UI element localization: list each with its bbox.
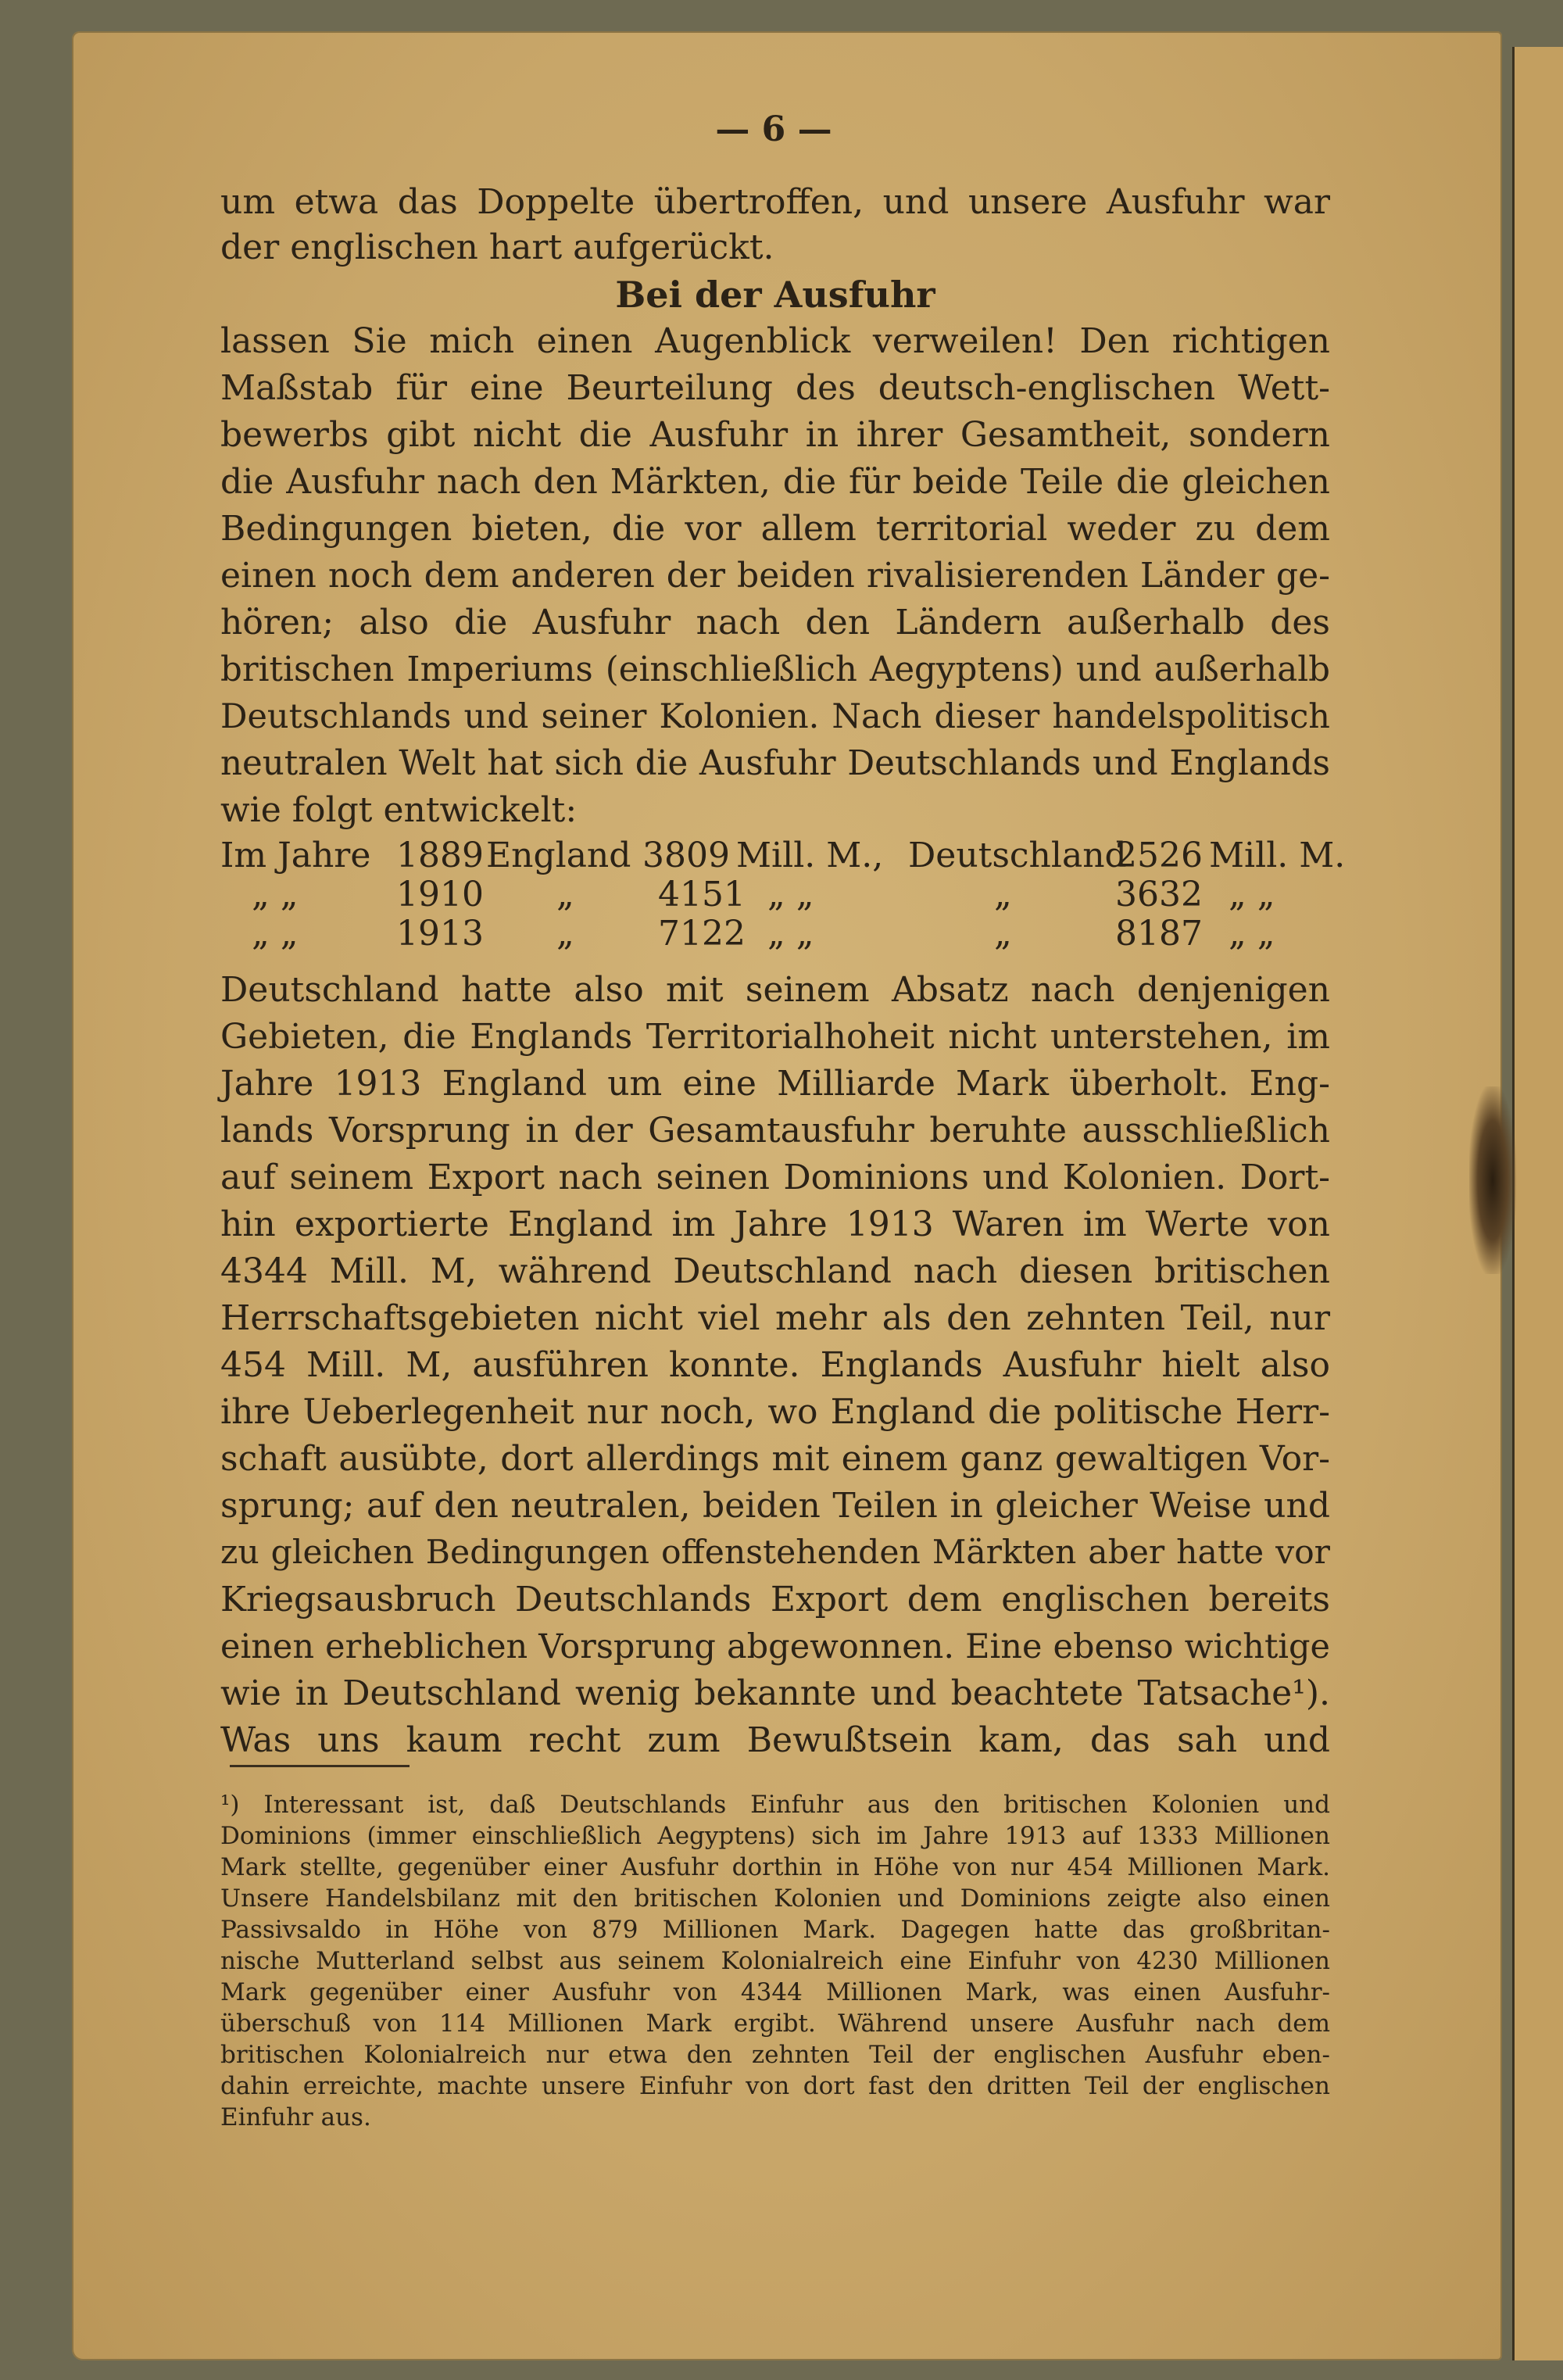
- footnote-line: britischen Kolonialreich nur etwa den zehnten Teil der englischen Ausfuhr eben-: [220, 2041, 1330, 2069]
- footnote-line: Passivsaldo in Höhe von 879 Millionen Mark. Dagegen hatte das großbritan-: [220, 1916, 1330, 1944]
- table-cell: „ „: [1229, 875, 1275, 914]
- table-cell: „ „: [252, 914, 299, 954]
- footnote-rule: [230, 1765, 410, 1767]
- text-line: hin exportierte England im Jahre 1913 Waren im Werte von: [220, 1204, 1330, 1244]
- text-line: 4344 Mill. M, während Deutschland nach diesen britischen: [220, 1251, 1330, 1291]
- text-line: die Ausfuhr nach den Märkten, die für beide Teile die gleichen: [220, 462, 1330, 502]
- footnote-line: Einfuhr aus.: [220, 2103, 371, 2131]
- text-line: hören; also die Ausfuhr nach den Ländern außerhalb des: [220, 603, 1330, 642]
- text-line: Herrschaftsgebieten nicht viel mehr als den zehnten Teil, nur: [220, 1298, 1330, 1338]
- table-cell: „: [994, 914, 1012, 954]
- table-cell: England: [486, 836, 631, 875]
- table-cell: „ „: [767, 875, 814, 914]
- text-line: bewerbs gibt nicht die Ausfuhr in ihrer Gesamtheit, sondern: [220, 415, 1330, 455]
- text-line: schaft ausübte, dort allerdings mit einem ganz gewaltigen Vor-: [220, 1439, 1330, 1479]
- text-line: 454 Mill. M, ausführen konnte. Englands Ausfuhr hielt also: [220, 1345, 1330, 1385]
- text-line: Gebieten, die Englands Territorialhoheit nicht unterstehen, im: [220, 1017, 1330, 1057]
- text-line: wie in Deutschland wenig bekannte und beachtete Tatsache¹).: [220, 1673, 1330, 1713]
- table-cell: 1889: [396, 836, 484, 875]
- table-cell: „ „: [252, 875, 299, 914]
- footnote-line: ¹) Interessant ist, daß Deutschlands Einfuhr aus den britischen Kolonien und: [220, 1791, 1330, 1819]
- text-line: Kriegsausbruch Deutschlands Export dem englischen bereits: [220, 1580, 1330, 1619]
- text-line: zu gleichen Bedingungen offenstehenden Märkten aber hatte vor: [220, 1534, 1330, 1572]
- text-line: einen noch dem anderen der beiden rivalisierenden Länder ge-: [220, 556, 1330, 596]
- table-cell: 4151: [658, 875, 746, 914]
- section-heading: Bei der Ausfuhr: [615, 274, 935, 316]
- table-cell: 3809: [642, 836, 730, 875]
- text-line: Bedingungen bieten, die vor allem territorial weder zu dem: [220, 509, 1330, 549]
- text-line: Deutschlands und seiner Kolonien. Nach dieser handelspolitisch: [220, 697, 1330, 736]
- text-line: neutralen Welt hat sich die Ausfuhr Deutschlands und Englands: [220, 744, 1330, 783]
- text-line: Jahre 1913 England um eine Milliarde Mark überholt. Eng-: [220, 1064, 1330, 1104]
- next-page-edge: [1512, 47, 1563, 2360]
- table-cell: 1913: [396, 914, 484, 954]
- text-line: sprung; auf den neutralen, beiden Teilen in gleicher Weise und: [220, 1486, 1330, 1526]
- table-cell: Deutschland: [908, 836, 1127, 875]
- footnote-line: überschuß von 114 Millionen Mark ergibt. Während unsere Ausfuhr nach dem: [220, 2010, 1330, 2038]
- footnote-line: Mark stellte, gegenüber einer Ausfuhr dorthin in Höhe von nur 454 Millionen Mark.: [220, 1853, 1330, 1881]
- text-line: britischen Imperiums (einschließlich Aegyptens) und außerhalb: [220, 650, 1330, 689]
- table-cell: „: [556, 914, 574, 954]
- table-cell: Im Jahre: [220, 836, 371, 875]
- table-cell: 1910: [396, 875, 484, 914]
- table-row: [220, 914, 1330, 954]
- footnote-line: dahin erreichte, machte unsere Einfuhr von dort fast den dritten Teil der englischen: [220, 2072, 1330, 2100]
- table-row: [220, 836, 1346, 875]
- text-line: um etwa das Doppelte übertroffen, und unsere Ausfuhr war: [220, 182, 1330, 222]
- text-line: ihre Ueberlegenheit nur noch, wo England die politische Herr-: [220, 1392, 1330, 1432]
- table-cell: 8187: [1115, 914, 1203, 954]
- footnote-line: Mark gegenüber einer Ausfuhr von 4344 Millionen Mark, was einen Ausfuhr-: [220, 1978, 1330, 2006]
- footnote-line: Unsere Handelsbilanz mit den britischen Kolonien und Dominions zeigte also einen: [220, 1884, 1330, 1913]
- table-cell: 2526: [1115, 836, 1203, 875]
- table-cell: „ „: [767, 914, 814, 954]
- table-cell: Mill. M.,: [736, 836, 884, 875]
- table-row: [220, 875, 1330, 914]
- table-cell: 7122: [658, 914, 746, 954]
- text-line: lands Vorsprung in der Gesamtausfuhr beruhte ausschließlich: [220, 1111, 1330, 1151]
- table-cell: 3632: [1115, 875, 1203, 914]
- table-cell: Mill. M.: [1209, 836, 1346, 875]
- table-cell: „: [556, 875, 574, 914]
- footnote-line: nische Mutterland selbst aus seinem Kolonialreich eine Einfuhr von 4230 Millionen: [220, 1947, 1330, 1975]
- table-cell: „ „: [1229, 914, 1275, 954]
- page-number: — 6 —: [715, 109, 832, 149]
- text-line: einen erheblichen Vorsprung abgewonnen. Eine ebenso wichtige: [220, 1627, 1330, 1666]
- text-line: der englischen hart aufgerückt.: [220, 227, 774, 267]
- text-line: auf seinem Export nach seinen Dominions und Kolonien. Dort-: [220, 1158, 1330, 1197]
- table-cell: „: [994, 875, 1012, 914]
- text-line: wie folgt entwickelt:: [220, 790, 578, 830]
- text-line: Deutschland hatte also mit seinem Absatz nach denjenigen: [220, 970, 1330, 1010]
- text-line: Was uns kaum recht zum Bewußtsein kam, das sah und: [220, 1720, 1330, 1760]
- footnote-line: Dominions (immer einschließlich Aegyptens) sich im Jahre 1913 auf 1333 Millionen: [220, 1822, 1330, 1850]
- text-line: lassen Sie mich einen Augenblick verweilen! Den richtigen: [220, 321, 1330, 361]
- text-line: Maßstab für eine Beurteilung des deutsch-englischen Wett-: [220, 368, 1330, 408]
- burn-mark: [1469, 1086, 1516, 1274]
